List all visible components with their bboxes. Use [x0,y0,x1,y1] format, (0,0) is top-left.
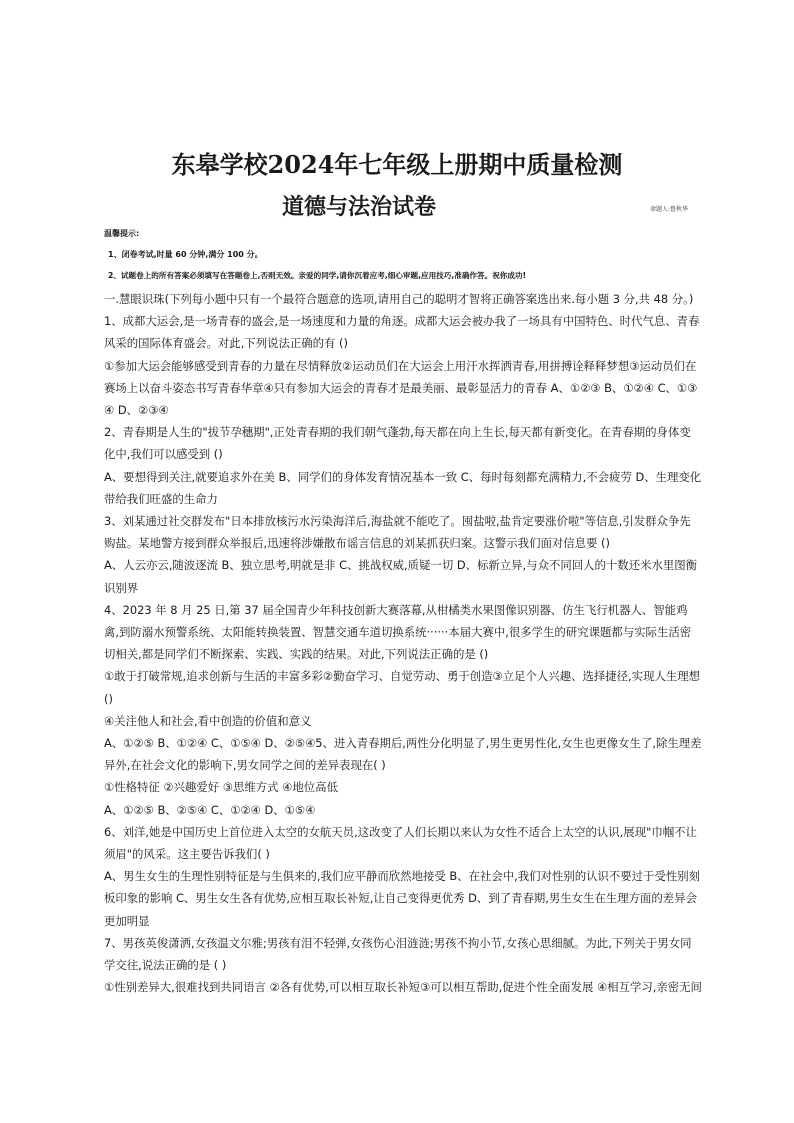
question-5-options: A、①②⑤ B、②⑤④ C、①②④ D、①⑤④ [104,802,316,817]
notice-line-1: 1、闭卷考试,时量 60 分钟,满分 100 分。 [108,250,263,259]
question-1-stem: 1、成都大运会,是一场青春的盛会,是一场速度和力量的角逐。成都大运会被办我了一场具有中国特色、时代气息、青春风采的国际体育盛会。对此,下列说法正确的有 () [104,314,700,351]
author-note: 命题人:鲁秋华 [650,206,689,213]
page-subtitle: 道德与法治试卷 [282,194,437,220]
question-4-stem: 4、2023 年 8 月 25 日,第 37 届全国青少年科技创新大赛落幕,从柑橘类水果图像识别器、仿生飞行机器人、智能鸡禽,到防溺水预警系统、太阳能转换装置、智慧交通车道切换系统······本届大赛中,很多学生的研究课题都与实际生活密切相关,都是同学们不断探索、实践、实践的结果。对此,下列说法正确的是 () [104,602,692,662]
question-body [104,288,702,999]
question-1-options: ①参加大运会能够感受到青春的力量在尽情释放②运动员们在大运会上用汗水挥洒青春,用拼搏诠释释梦想③运动员们在赛场上以奋斗姿态书写青春华章④只有参加大运会的青春才是最美丽、最彰显活力的青春 A、①②③ B、①②④ C、①③④ D、②③④ [104,358,698,418]
question-4-options-question-5-stem: A、①②⑤ B、①②④ C、①⑤④ D、②⑤④5、进入青春期后,两性分化明显了,男生更男性化,女生也更像女生了,除生理差异外,在社会文化的影响下,男女同学之间的差异表现在( ) [104,736,702,773]
question-2-stem: 2、青春期是人生的"拔节孕穗期",正处青春期的我们朝气蓬勃,每天都在向上生长,每天都有新变化。在青春期的身体变化中,我们可以感受到 () [104,425,691,462]
question-6-options: A、男生女生的生理性别特征是与生俱来的,我们应平静而欣然地接受 B、在社会中,我们对性别的认识不要过于受性别刻板印象的影响 C、男生女生各有优势,应相互取长补短,让自己变得更优秀 D、到了青春期,男生女生在生理方面的差异会更加明显 [104,869,701,928]
question-3-stem: 3、刘某通过社交群发布"日本排放核污水污染海洋后,海盐就不能吃了。囤盐啦,盐肯定要涨价啦"等信息,引发群众争先购盐。某地警方接到群众举报后,迅速将涉嫌散布谣言信息的刘某抓获归案。这警示我们面对信息要 () [104,514,691,551]
question-7-stem: 7、男孩英俊潇洒,女孩温文尔雅;男孩有泪不轻弹,女孩伤心泪涟涟;男孩不拘小节,女孩心思细腻。为此,下列关于男女同学交往,说法正确的是 ( ) [104,935,692,973]
question-4-items-a: ①敢于打破常规,追求创新与生活的丰富多彩②勤奋学习、自觉劳动、勇于创造③立足个人兴趣、选择捷径,实现人生理想 () [104,669,701,706]
notice-heading: 温馨提示: [104,229,140,238]
notice-line-2: 2、试题卷上的所有答案必须填写在答题卷上,否则无效。亲爱的同学,请你沉着应考,细心审题,应用技巧,准确作答。祝你成功! [108,271,527,280]
page-title: 东皋学校2024年七年级上册期中质量检测 [171,150,623,179]
question-3-options: A、人云亦云,随波逐流 B、独立思考,明就是非 C、挑战权威,质疑一切 D、标新立异,与众不同回人的十数还米水里图衡识别界 [104,558,698,595]
question-4-items-b: ④关注他人和社会,看中创造的价值和意义 [104,713,312,728]
question-7-options: ①性别差异大,很难找到共同语言 ②各有优势,可以相互取长补短③可以相互帮助,促进个性全面发展 ④相互学习,亲密无间 [104,980,702,995]
question-2-options: A、要想得到关注,就要追求外在美 B、同学们的身体发育情况基本一致 C、每时每刻都充满精力,不会疲劳 D、生理变化带给我们旺盛的生命力 [104,469,702,506]
question-6-stem: 6、刘洋,她是中国历史上首位进入太空的女航天员,这改变了人们长期以来认为女性不适合上太空的认识,展现"巾帼不让须眉"的风采。这主要告诉我们( ) [104,824,697,862]
question-5-items: ①性格特征 ②兴趣爱好 ③思维方式 ④地位高低 [104,780,338,795]
section-header: 一.慧眼识珠(下列每小题中只有一个最符合题意的选项,请用自己的聪明才智将正确答案选出来.每小题 3 分,共 48 分。) [104,292,694,306]
